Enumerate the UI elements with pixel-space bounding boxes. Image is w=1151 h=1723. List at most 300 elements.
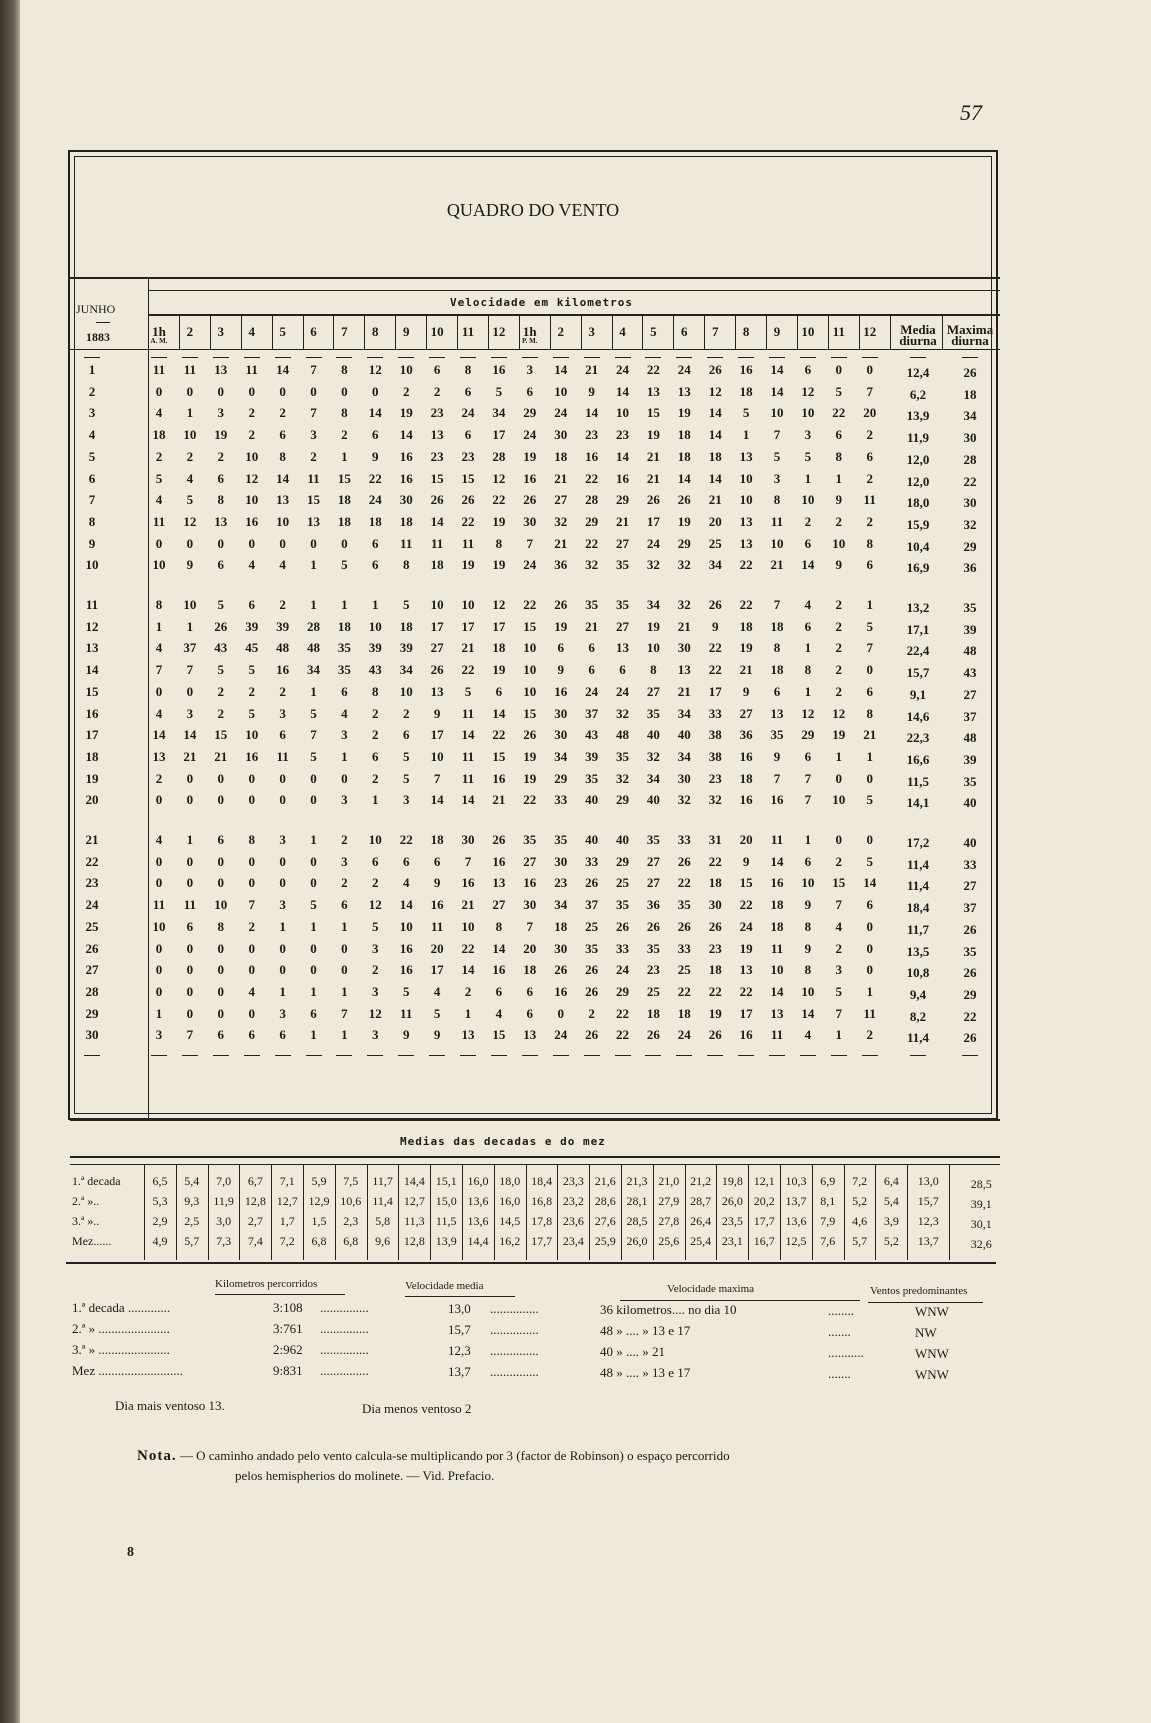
hour-value: 6 xyxy=(433,853,441,869)
hour-value: 15 xyxy=(523,705,537,721)
medias-value: 11,3 xyxy=(404,1214,425,1228)
hour-value: 0 xyxy=(248,940,255,956)
row-dash xyxy=(306,1055,322,1056)
row-dash xyxy=(398,1055,414,1056)
summary-dots: ........ xyxy=(828,1303,854,1318)
hour-value: 10 xyxy=(801,492,815,508)
hour-value: 9 xyxy=(433,875,441,891)
hour-value: 1 xyxy=(835,1027,843,1043)
hour-value: 35 xyxy=(616,597,629,612)
summary-vel-media: 13,7 xyxy=(448,1364,471,1379)
hour-value: 5 xyxy=(310,748,317,764)
hour-value: 6 xyxy=(217,470,225,486)
hour-header: 11 xyxy=(461,324,475,339)
header-dash xyxy=(244,357,260,358)
hour-value: 10 xyxy=(430,597,444,612)
hour-value: 8 xyxy=(773,640,781,656)
row-dash xyxy=(151,1055,167,1056)
hour-value: 0 xyxy=(341,962,348,978)
hour-value: 1 xyxy=(835,748,843,764)
rule-below-caption xyxy=(148,314,1000,316)
day-number: 21 xyxy=(85,832,99,847)
medias-value: 13,7 xyxy=(785,1194,807,1208)
day-number: 6 xyxy=(88,470,96,486)
hour-value: 19 xyxy=(214,427,228,443)
hour-value: 13 xyxy=(152,748,166,764)
hour-value: 23 xyxy=(461,448,475,464)
hour-value: 14 xyxy=(770,362,784,377)
hour-value: 13 xyxy=(739,448,753,464)
hour-value: 16 xyxy=(430,897,444,913)
hour-value: 9 xyxy=(711,618,719,634)
hour-value: 16 xyxy=(276,662,290,678)
summary-vel-media: 15,7 xyxy=(448,1322,471,1337)
hour-value: 2 xyxy=(372,875,379,891)
hour-value: 10 xyxy=(770,405,784,421)
hour-value: 16 xyxy=(739,792,753,808)
hour-value: 0 xyxy=(155,983,163,999)
medias-bottom-rule xyxy=(66,1262,996,1264)
hour-value: 10 xyxy=(523,662,537,678)
row-dash xyxy=(336,1055,352,1056)
summary-dots: ............... xyxy=(490,1322,539,1337)
hour-value: 2 xyxy=(248,918,255,934)
hour-value: 0 xyxy=(186,962,194,978)
hour-value: 13 xyxy=(646,383,660,399)
hour-value: 0 xyxy=(186,853,194,869)
hour-value: 18 xyxy=(770,918,784,934)
hour-value: 10 xyxy=(245,727,259,743)
hour-value: 6 xyxy=(279,427,286,443)
daily-mean: 18,0 xyxy=(906,495,930,511)
hour-value: 0 xyxy=(341,940,348,956)
hour-value: 19 xyxy=(708,1005,722,1021)
hour-value: 2 xyxy=(835,513,843,529)
hour-value: 15 xyxy=(739,875,753,891)
hour-value: 7 xyxy=(866,640,873,656)
hour-value: 40 xyxy=(646,727,660,743)
summary-vel-max: 48 » .... » 13 e 17 xyxy=(600,1323,691,1338)
row-dash xyxy=(429,1055,445,1056)
header-dash xyxy=(491,357,507,358)
hour-value: 22 xyxy=(492,727,506,743)
hour-value: 3 xyxy=(372,1027,379,1043)
daily-mean: 14,1 xyxy=(906,795,930,811)
hour-value: 16 xyxy=(492,770,506,786)
hour-value: 0 xyxy=(155,535,163,551)
row-dash xyxy=(831,1055,847,1056)
hour-value: 6 xyxy=(372,427,379,443)
hour-value: 6 xyxy=(186,918,194,934)
hour-value: 35 xyxy=(585,940,599,956)
hour-value: 2 xyxy=(835,618,843,634)
hour-value: 2 xyxy=(217,683,225,699)
hour-value: 0 xyxy=(186,983,194,999)
summary-dots: ............... xyxy=(490,1364,539,1379)
hour-value: 17 xyxy=(492,427,506,443)
daily-max: 27 xyxy=(963,878,977,894)
hour-value: 0 xyxy=(186,770,194,786)
rule-above-medias xyxy=(70,1119,1000,1121)
medias-value: 16,0 xyxy=(467,1174,489,1188)
hour-value: 2 xyxy=(279,683,286,699)
hour-value: 10 xyxy=(368,618,382,634)
hour-value: 0 xyxy=(155,683,163,699)
hour-value: 16 xyxy=(554,983,568,999)
hour-header: 9 xyxy=(402,324,410,339)
row-dash xyxy=(84,1055,100,1056)
day-number: 13 xyxy=(85,640,99,656)
daily-mean: 11,4 xyxy=(906,878,930,894)
hour-value: 11 xyxy=(770,940,784,956)
row-dash xyxy=(553,1055,569,1056)
medias-value: 14,4 xyxy=(403,1174,425,1188)
medias-value: 17,7 xyxy=(753,1214,775,1228)
hour-value: 0 xyxy=(310,383,317,399)
day-number: 5 xyxy=(88,448,96,464)
hour-value: 3 xyxy=(279,897,286,913)
hour-value: 40 xyxy=(585,792,599,808)
daily-max: 28 xyxy=(963,451,977,467)
hour-value: 5 xyxy=(310,705,317,721)
medias-value: 23,2 xyxy=(562,1194,584,1208)
hour-header: 12 xyxy=(492,324,506,339)
summary-vento: WNW xyxy=(915,1304,949,1319)
hour-value: 26 xyxy=(616,918,629,934)
hour-value: 10 xyxy=(739,470,753,486)
hour-value: 13 xyxy=(770,1005,784,1021)
hour-value: 33 xyxy=(677,940,691,956)
hour-value: 5 xyxy=(402,983,410,999)
medias-row-label: 1.ª decada xyxy=(72,1174,121,1188)
hour-value: 19 xyxy=(523,770,537,786)
hour-value: 0 xyxy=(248,383,255,399)
hour-value: 23 xyxy=(554,875,568,891)
header-dash xyxy=(645,357,661,358)
hour-value: 6 xyxy=(310,1005,317,1021)
daily-max: 37 xyxy=(963,900,977,916)
summary-dots: ............... xyxy=(490,1343,539,1358)
summary-vento: NW xyxy=(915,1325,937,1340)
hour-value: 17 xyxy=(430,618,444,634)
hour-value: 2 xyxy=(402,705,410,721)
hour-value: 9 xyxy=(588,383,595,399)
hour-value: 26 xyxy=(585,1027,599,1043)
hour-value: 4 xyxy=(155,705,163,721)
hour-value: 2 xyxy=(248,683,255,699)
hour-value: 2 xyxy=(279,405,286,421)
row-dash xyxy=(962,1055,978,1056)
hour-value: 13 xyxy=(677,383,691,399)
hour-value: 38 xyxy=(708,727,722,743)
ventos-header: Ventos predominantes xyxy=(870,1285,968,1297)
hour-value: 26 xyxy=(585,983,599,999)
hour-value: 3 xyxy=(835,962,843,978)
hour-value: 0 xyxy=(866,770,873,786)
hour-value: 2 xyxy=(217,448,225,464)
medias-value: 6,8 xyxy=(343,1234,359,1248)
day-number: 17 xyxy=(85,727,99,743)
medias-value: 25,4 xyxy=(690,1234,712,1248)
hour-value: 13 xyxy=(276,492,290,508)
hour-value: 22 xyxy=(461,513,475,529)
hour-value: 36 xyxy=(739,727,753,743)
hour-value: 22 xyxy=(399,832,413,847)
hour-value: 21 xyxy=(863,727,877,743)
day-number: 2 xyxy=(88,383,96,399)
day-number: 15 xyxy=(85,683,99,699)
hour-value: 6 xyxy=(526,383,534,399)
hour-value: 39 xyxy=(399,640,413,656)
hour-value: 13 xyxy=(430,683,444,699)
hour-value: 5 xyxy=(217,662,225,678)
hour-value: 2 xyxy=(588,1005,595,1021)
medias-value: 26,0 xyxy=(721,1194,743,1208)
hour-value: 6 xyxy=(526,1005,534,1021)
daily-max: 26 xyxy=(963,965,977,981)
hour-value: 15 xyxy=(646,405,660,421)
hour-value: 0 xyxy=(310,853,317,869)
medias-value: 16,8 xyxy=(531,1194,553,1208)
medias-value: 12,8 xyxy=(244,1194,266,1208)
hour-value: 16 xyxy=(554,683,568,699)
hour-value: 2 xyxy=(835,597,843,612)
hour-value: 26 xyxy=(708,918,722,934)
table-title: QUADRO DO VENTO xyxy=(446,200,620,220)
row-dash xyxy=(615,1055,631,1056)
hour-value: 16 xyxy=(492,962,506,978)
hour-value: 32 xyxy=(585,557,599,573)
hour-value: 6 xyxy=(248,1027,255,1043)
day-number: 12 xyxy=(85,618,99,634)
hour-value: 34 xyxy=(708,557,722,573)
medias-value: 28,5 xyxy=(626,1214,648,1228)
hour-value: 19 xyxy=(739,640,753,656)
hour-value: 18 xyxy=(399,513,413,529)
hour-value: 3 xyxy=(402,792,410,808)
hour-value: 37 xyxy=(585,897,599,913)
hour-value: 14 xyxy=(461,792,475,808)
hour-value: 35 xyxy=(616,748,629,764)
hour-value: 14 xyxy=(183,727,197,743)
medias-value: 2,3 xyxy=(343,1214,359,1228)
hour-value: 18 xyxy=(399,618,413,634)
hour-value: 21 xyxy=(708,492,722,508)
hour-value: 21 xyxy=(646,448,660,464)
header-dash xyxy=(182,357,198,358)
row-dash xyxy=(244,1055,260,1056)
hour-value: 35 xyxy=(337,662,351,678)
hour-value: 10 xyxy=(183,427,197,443)
daily-max: 32 xyxy=(963,516,977,532)
hour-value: 4 xyxy=(804,1027,812,1043)
hour-value: 5 xyxy=(866,618,873,634)
hour-value: 1 xyxy=(186,618,194,634)
hour-value: 0 xyxy=(866,962,873,978)
hour-value: 1 xyxy=(310,1027,317,1043)
medias-value: 17,8 xyxy=(531,1214,553,1228)
hour-value: 10 xyxy=(523,640,537,656)
hour-header: 10 xyxy=(430,324,444,339)
hour-value: 0 xyxy=(866,662,873,678)
hour-value: 0 xyxy=(248,853,255,869)
hour-value: 26 xyxy=(430,662,444,678)
hour-value: 2 xyxy=(804,513,812,529)
hour-value: 15 xyxy=(492,748,506,764)
daily-mean: 12,0 xyxy=(906,451,930,467)
hour-header: 8 xyxy=(372,324,379,339)
hour-value: 6 xyxy=(804,618,812,634)
medias-value: 14,5 xyxy=(499,1214,521,1228)
hour-value: 30 xyxy=(554,940,568,956)
hour-value: 27 xyxy=(616,535,629,551)
hour-value: 17 xyxy=(739,1005,753,1021)
hour-value: 29 xyxy=(616,792,629,808)
medias-value: 23,1 xyxy=(721,1234,743,1248)
medias-value: 6,8 xyxy=(311,1234,327,1248)
hour-value: 7 xyxy=(773,427,781,443)
hour-value: 1 xyxy=(279,918,286,934)
medias-value: 4,9 xyxy=(152,1234,168,1248)
hour-value: 14 xyxy=(770,853,784,869)
hour-value: 19 xyxy=(399,405,413,421)
hour-value: 8 xyxy=(248,832,255,847)
hour-value: 9 xyxy=(402,1027,410,1043)
hour-value: 0 xyxy=(835,362,843,377)
note-label: Nota. xyxy=(137,1448,177,1464)
hour-value: 14 xyxy=(492,940,506,956)
hour-value: 16 xyxy=(585,448,599,464)
hour-value: 36 xyxy=(554,557,568,573)
day-number: 18 xyxy=(85,748,99,764)
hour-value: 35 xyxy=(585,597,599,612)
hour-value: 1 xyxy=(742,427,750,443)
hour-value: 16 xyxy=(245,748,259,764)
hour-value: 6 xyxy=(804,362,812,377)
medias-row-label: Mez...... xyxy=(72,1234,112,1248)
hour-value: 24 xyxy=(523,557,537,573)
km-underline xyxy=(215,1294,345,1295)
daily-mean: 18,4 xyxy=(906,900,930,916)
hour-value: 22 xyxy=(677,875,691,891)
month-underline xyxy=(96,322,110,323)
hour-value: 2 xyxy=(835,640,843,656)
hour-header: 9 xyxy=(773,324,781,339)
ventos-underline xyxy=(868,1302,983,1303)
hour-value: 6 xyxy=(495,983,503,999)
hour-value: 0 xyxy=(217,983,225,999)
day-number: 22 xyxy=(85,853,99,869)
hour-value: 18 xyxy=(554,918,568,934)
hour-value: 27 xyxy=(523,853,537,869)
medias-value: 7,3 xyxy=(216,1234,232,1248)
hour-value: 19 xyxy=(554,618,568,634)
hour-value: 0 xyxy=(279,535,286,551)
hour-value: 11 xyxy=(430,918,444,934)
hour-value: 1 xyxy=(310,983,317,999)
hour-value: 2 xyxy=(866,513,873,529)
hour-value: 1 xyxy=(310,597,317,612)
hour-value: 9 xyxy=(835,492,843,508)
hour-value: 13 xyxy=(770,705,784,721)
hour-value: 29 xyxy=(616,492,629,508)
day-number: 24 xyxy=(85,897,99,913)
hour-value: 7 xyxy=(835,897,843,913)
hour-value: 34 xyxy=(554,897,568,913)
medias-value: 23,5 xyxy=(721,1214,743,1228)
header-dash xyxy=(275,357,291,358)
hour-value: 22 xyxy=(368,470,382,486)
hour-value: 28 xyxy=(307,618,320,634)
hour-value: 3 xyxy=(341,792,348,808)
hour-value: 18 xyxy=(368,513,382,529)
medias-value: 21,0 xyxy=(658,1174,680,1188)
hour-value: 26 xyxy=(708,597,722,612)
row-dash xyxy=(460,1055,476,1056)
hour-value: 4 xyxy=(248,983,255,999)
hour-value: 29 xyxy=(554,770,568,786)
hour-value: 6 xyxy=(619,662,626,678)
book-spine xyxy=(0,0,20,1723)
hour-value: 27 xyxy=(646,853,660,869)
header-dash xyxy=(306,357,322,358)
hour-value: 6 xyxy=(217,832,225,847)
medias-mean: 15,7 xyxy=(917,1194,939,1208)
hour-value: 26 xyxy=(554,597,568,612)
hour-value: 6 xyxy=(588,662,595,678)
day-number: 28 xyxy=(85,983,99,999)
hour-value: 26 xyxy=(430,492,444,508)
daily-mean: 11,9 xyxy=(906,430,930,446)
hour-value: 0 xyxy=(248,962,255,978)
hour-value: 10 xyxy=(152,557,166,573)
medias-value: 4,6 xyxy=(852,1214,868,1228)
hour-value: 18 xyxy=(677,1005,691,1021)
calmest-day: Dia menos ventoso 2 xyxy=(362,1401,472,1416)
hour-value: 8 xyxy=(372,683,379,699)
hour-value: 0 xyxy=(155,875,163,891)
hour-value: 22 xyxy=(739,983,753,999)
medias-value: 7,2 xyxy=(279,1234,295,1248)
hour-value: 21 xyxy=(554,470,568,486)
hour-value: 17 xyxy=(646,513,660,529)
summary-km: 9:831 xyxy=(273,1363,303,1378)
daily-max: 34 xyxy=(963,408,977,424)
hour-value: 14 xyxy=(276,362,290,377)
hour-value: 2 xyxy=(866,427,873,443)
hour-value: 11 xyxy=(307,470,320,486)
hour-value: 14 xyxy=(399,897,413,913)
row-dash xyxy=(676,1055,692,1056)
hour-value: 10 xyxy=(832,792,846,808)
hour-value: 27 xyxy=(492,897,506,913)
hour-value: 20 xyxy=(523,940,537,956)
medias-value: 9,3 xyxy=(184,1194,200,1208)
medias-row-label: 3.ª ».. xyxy=(72,1214,100,1228)
medias-value: 21,6 xyxy=(594,1174,616,1188)
hour-value: 13 xyxy=(461,1027,475,1043)
medias-value: 12,9 xyxy=(308,1194,330,1208)
medias-max: 30,1 xyxy=(970,1217,992,1231)
medias-value: 7,2 xyxy=(852,1174,868,1188)
hour-value: 27 xyxy=(646,875,660,891)
rule-below-title xyxy=(70,277,1000,279)
media-header-2: diurna xyxy=(899,333,937,348)
medias-value: 5,9 xyxy=(311,1174,327,1188)
hour-value: 16 xyxy=(492,853,506,869)
hour-value: 23 xyxy=(430,448,444,464)
hour-value: 0 xyxy=(279,383,286,399)
